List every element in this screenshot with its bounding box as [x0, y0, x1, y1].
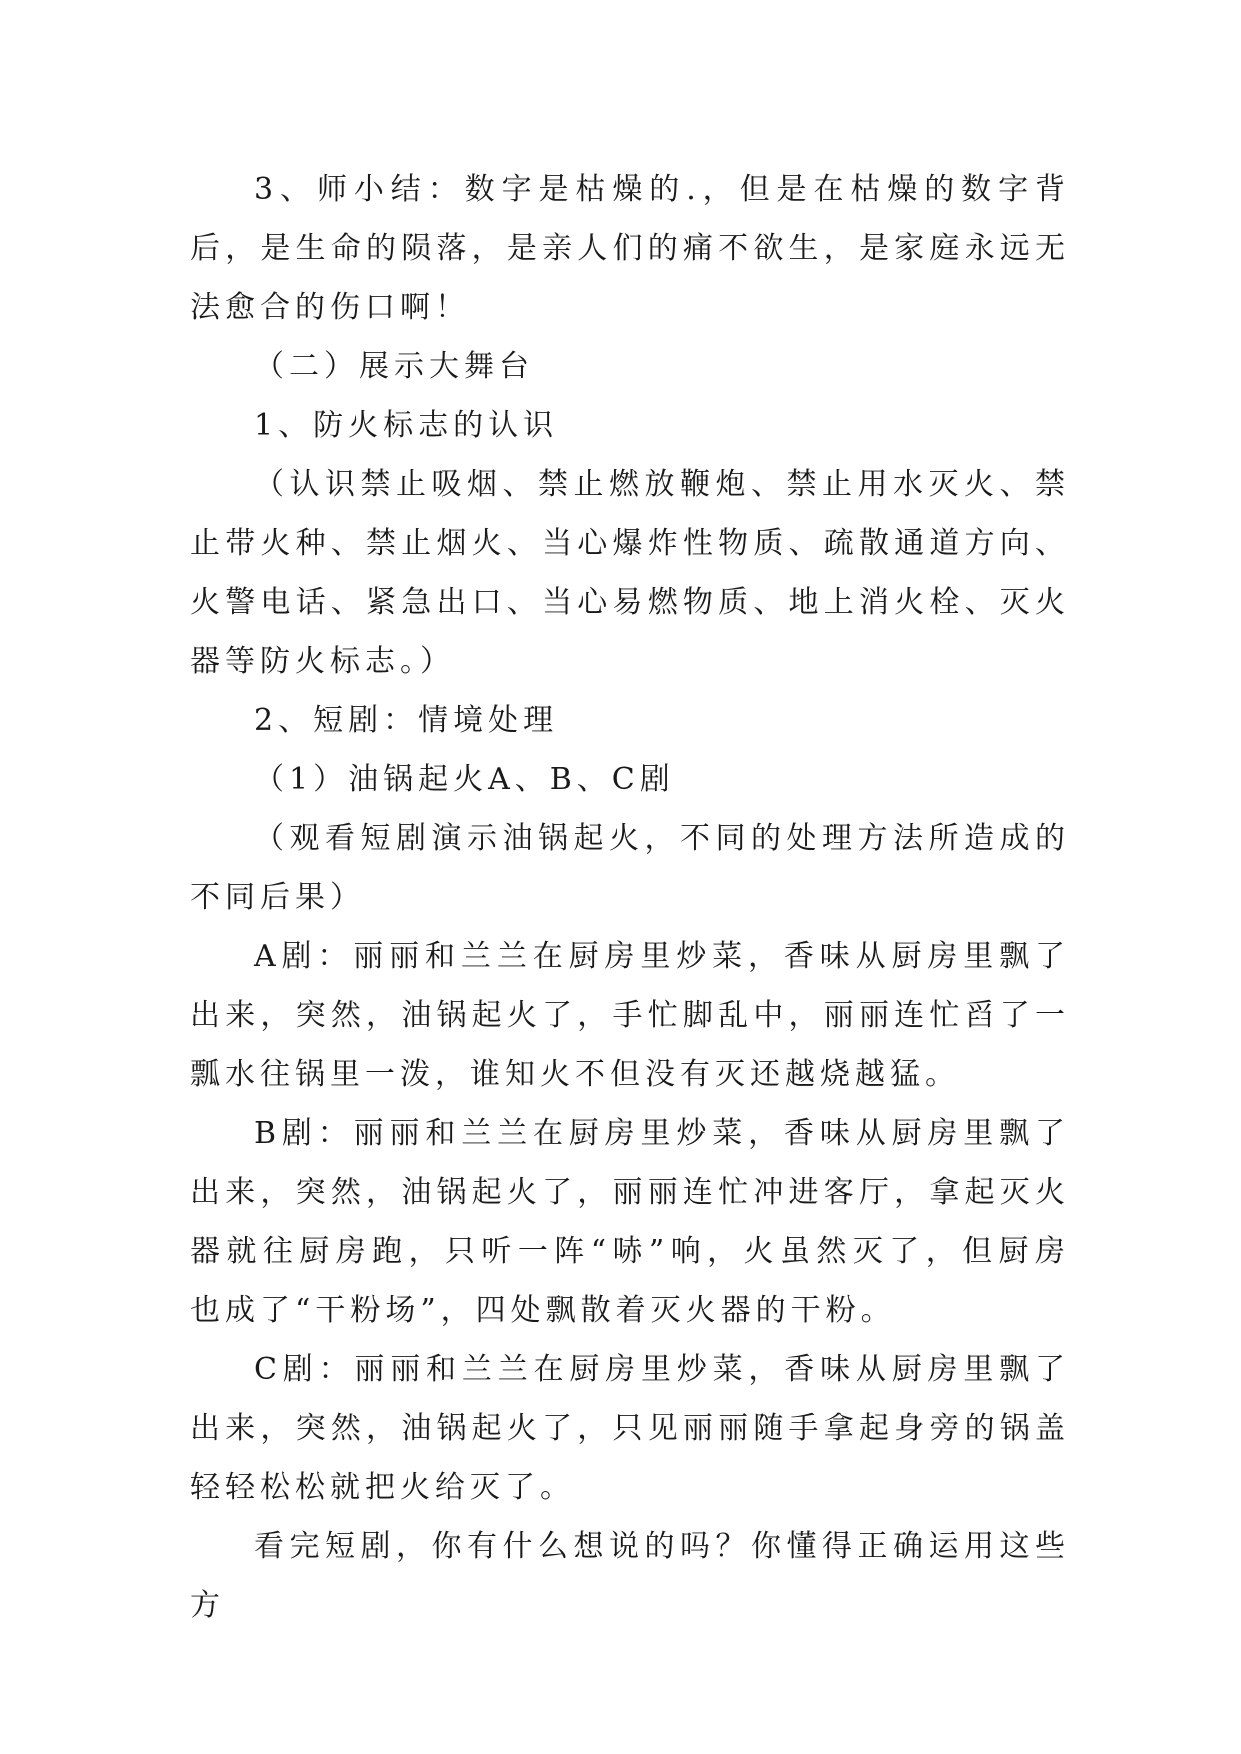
paragraph-play-intro: （观看短剧演示油锅起火，不同的处理方法所造成的不同后果） — [190, 821, 1070, 915]
paragraph-play-b: B剧：丽丽和兰兰在厨房里炒菜，香味从厨房里飘了出来，突然，油锅起火了，丽丽连忙冲进客厅，拿起灭火器就往厨房跑，只听一阵“哧”响，火虽然灭了，但厨房也成了“干粉场”，四处飘散着灭火器的干粉。 — [190, 1116, 1070, 1328]
paragraph-fire-signs: （认识禁止吸烟、禁止燃放鞭炮、禁止用水灭火、禁止带火种、禁止烟火、当心爆炸性物质、疏散通道方向、火警电话、紧急出口、当心易燃物质、地上消火栓、灭火器等防火标志。） — [190, 467, 1070, 679]
subheading-short-play: 2、短剧：情境处理 — [254, 703, 559, 738]
paragraph-summary: 3、师小结：数字是枯燥的.，但是在枯燥的数字背后，是生命的陨落，是亲人们的痛不欲生，是家庭永远无法愈合的伤口啊！ — [190, 172, 1070, 325]
subheading-oil-pan-fire: （1）油锅起火A、B、C剧 — [254, 762, 675, 797]
subheading-fire-signs: 1、防火标志的认识 — [254, 408, 559, 443]
section-heading-stage: （二）展示大舞台 — [254, 349, 534, 384]
paragraph-play-c: C剧：丽丽和兰兰在厨房里炒菜，香味从厨房里飘了出来，突然，油锅起火了，只见丽丽随手拿起身旁的锅盖轻轻松松就把火给灭了。 — [190, 1352, 1070, 1505]
paragraph-play-a: A剧：丽丽和兰兰在厨房里炒菜，香味从厨房里飘了出来，突然，油锅起火了，手忙脚乱中，丽丽连忙舀了一瓢水往锅里一泼，谁知火不但没有灭还越烧越猛。 — [190, 939, 1070, 1092]
document-body — [190, 160, 1070, 1635]
paragraph-question: 看完短剧，你有什么想说的吗？你懂得正确运用这些方 — [190, 1529, 1070, 1623]
